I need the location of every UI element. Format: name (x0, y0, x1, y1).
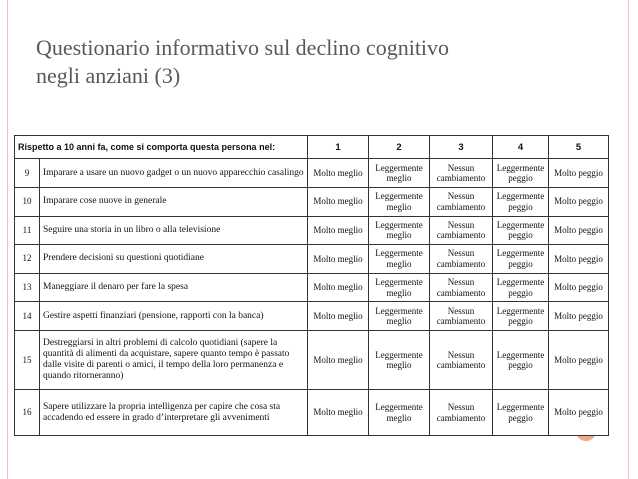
row-question: Seguire una storia in un libro o alla televisione (40, 216, 308, 245)
row-question: Maneggiare il denaro per fare la spesa (40, 273, 308, 302)
answer-option-2[interactable]: Leggermente meglio (369, 330, 430, 389)
header-question: Rispetto a 10 anni fa, come si comporta questa persona nel: (15, 136, 308, 159)
row-question: Imparare a usare un nuovo gadget o un nuovo apparecchio casalingo (40, 159, 308, 188)
answer-option-3[interactable]: Nessun cambiamento (430, 187, 493, 216)
answer-option-2[interactable]: Leggermente meglio (369, 302, 430, 331)
answer-option-1[interactable]: Molto meglio (308, 187, 369, 216)
column-header-4: 4 (493, 136, 549, 159)
answer-option-5[interactable]: Molto peggio (549, 159, 609, 188)
answer-option-1[interactable]: Molto meglio (308, 330, 369, 389)
row-number: 13 (15, 273, 40, 302)
answer-option-2[interactable]: Leggermente meglio (369, 273, 430, 302)
questionnaire-table (14, 135, 609, 436)
answer-option-2[interactable]: Leggermente meglio (369, 390, 430, 436)
answer-option-2[interactable]: Leggermente meglio (369, 245, 430, 274)
answer-option-3[interactable]: Nessun cambiamento (430, 390, 493, 436)
answer-option-4[interactable]: Leggermente peggio (493, 187, 549, 216)
table-row (15, 273, 609, 302)
table-row (15, 187, 609, 216)
slide-title (36, 34, 449, 90)
left-border-line (7, 0, 8, 479)
answer-option-4[interactable]: Leggermente peggio (493, 302, 549, 331)
answer-option-1[interactable]: Molto meglio (308, 159, 369, 188)
answer-option-5[interactable]: Molto peggio (549, 273, 609, 302)
answer-option-3[interactable]: Nessun cambiamento (430, 302, 493, 331)
answer-option-2[interactable]: Leggermente meglio (369, 187, 430, 216)
answer-option-3[interactable]: Nessun cambiamento (430, 273, 493, 302)
row-question: Imparare cose nuove in generale (40, 187, 308, 216)
answer-option-2[interactable]: Leggermente meglio (369, 159, 430, 188)
row-number: 11 (15, 216, 40, 245)
row-number: 16 (15, 390, 40, 436)
answer-option-1[interactable]: Molto meglio (308, 302, 369, 331)
answer-option-1[interactable]: Molto meglio (308, 390, 369, 436)
table-row (15, 159, 609, 188)
column-header-5: 5 (549, 136, 609, 159)
questionnaire-table-wrapper (14, 135, 608, 436)
answer-option-4[interactable]: Leggermente peggio (493, 245, 549, 274)
answer-option-1[interactable]: Molto meglio (308, 245, 369, 274)
answer-option-3[interactable]: Nessun cambiamento (430, 245, 493, 274)
slide-title-line-2: negli anziani (3) (36, 63, 181, 88)
row-question: Sapere utilizzare la propria intelligenza per capire che cosa sta accadendo ed essere in grado d’interpretare gli avvenimenti (40, 390, 308, 436)
answer-option-4[interactable]: Leggermente peggio (493, 273, 549, 302)
table-row (15, 302, 609, 331)
table-row (15, 216, 609, 245)
table-row (15, 330, 609, 389)
row-number: 15 (15, 330, 40, 389)
header-row (15, 136, 609, 159)
answer-option-3[interactable]: Nessun cambiamento (430, 159, 493, 188)
answer-option-5[interactable]: Molto peggio (549, 216, 609, 245)
column-header-2: 2 (369, 136, 430, 159)
answer-option-3[interactable]: Nessun cambiamento (430, 330, 493, 389)
answer-option-5[interactable]: Molto peggio (549, 245, 609, 274)
row-question: Prendere decisioni su questioni quotidiane (40, 245, 308, 274)
answer-option-4[interactable]: Leggermente peggio (493, 216, 549, 245)
answer-option-3[interactable]: Nessun cambiamento (430, 216, 493, 245)
answer-option-5[interactable]: Molto peggio (549, 390, 609, 436)
answer-option-2[interactable]: Leggermente meglio (369, 216, 430, 245)
answer-option-5[interactable]: Molto peggio (549, 330, 609, 389)
answer-option-5[interactable]: Molto peggio (549, 187, 609, 216)
table-row (15, 390, 609, 436)
table-row (15, 245, 609, 274)
answer-option-1[interactable]: Molto meglio (308, 216, 369, 245)
column-header-1: 1 (308, 136, 369, 159)
answer-option-1[interactable]: Molto meglio (308, 273, 369, 302)
row-question: Destreggiarsi in altri problemi di calcolo quotidiani (sapere la quantità di alimenti da acquistare, sapere quanto tempo è passato dalle visite di parenti o amici, il tempo della loro permanenza e quando ritorneranno) (40, 330, 308, 389)
answer-option-5[interactable]: Molto peggio (549, 302, 609, 331)
row-question: Gestire aspetti finanziari (pensione, rapporti con la banca) (40, 302, 308, 331)
row-number: 10 (15, 187, 40, 216)
right-border-line (628, 0, 629, 479)
answer-option-4[interactable]: Leggermente peggio (493, 330, 549, 389)
row-number: 12 (15, 245, 40, 274)
answer-option-4[interactable]: Leggermente peggio (493, 159, 549, 188)
slide-title-line-1: Questionario informativo sul declino cognitivo (36, 35, 450, 60)
row-number: 9 (15, 159, 40, 188)
answer-option-4[interactable]: Leggermente peggio (493, 390, 549, 436)
column-header-3: 3 (430, 136, 493, 159)
row-number: 14 (15, 302, 40, 331)
